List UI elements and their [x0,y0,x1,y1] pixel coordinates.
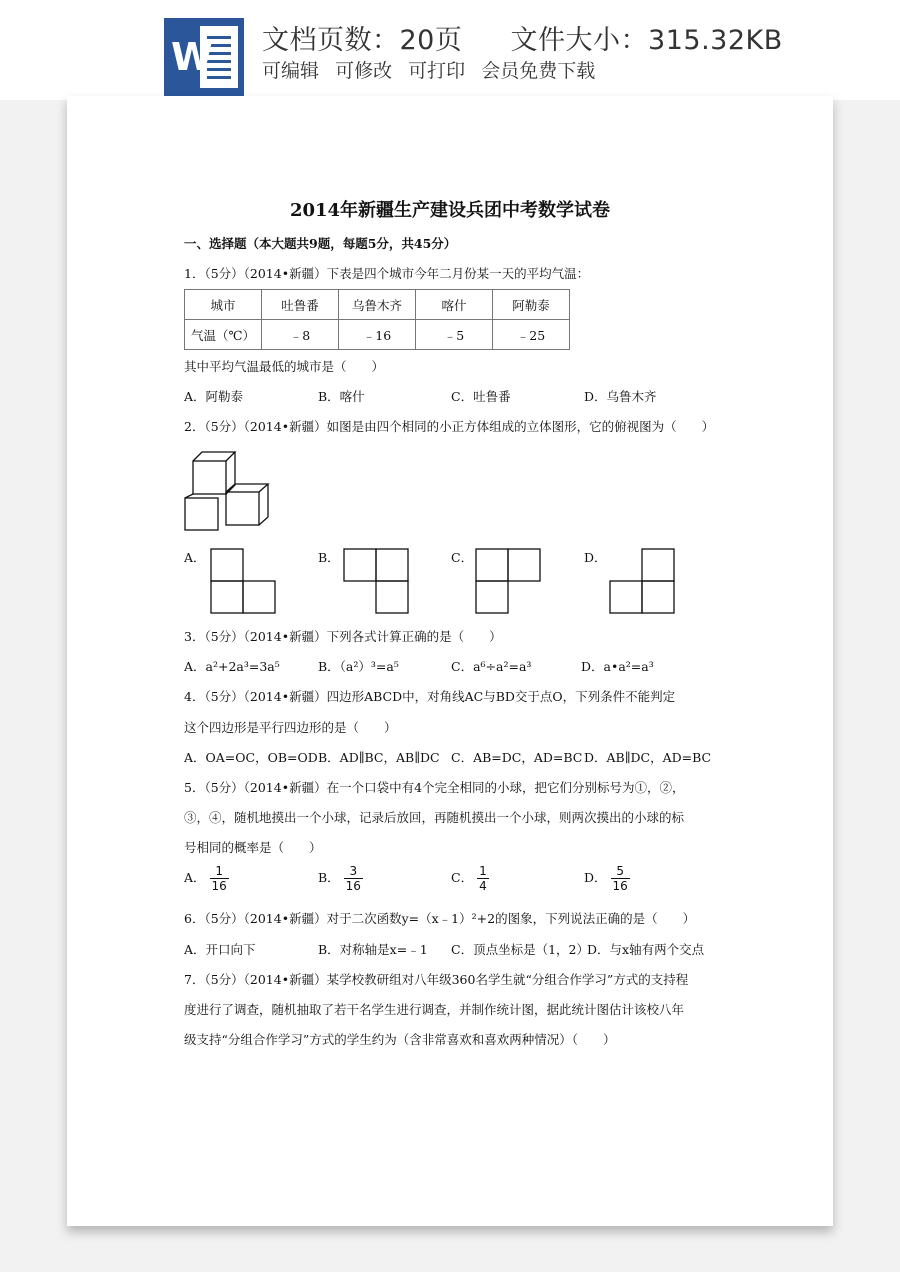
table-cell: 气温（℃） [185,320,262,350]
option-c: C．顶点坐标是（1，2） [451,942,589,957]
option-a: A．OA=OC，OB=OD [184,750,318,765]
question-4-stem-cont: 这个四边形是平行四边形的是（ ） [184,720,397,735]
option-a [184,864,229,893]
table-row [185,320,570,350]
feature-item: 可打印 [408,60,466,82]
fraction [210,864,229,893]
cube-figure [184,448,274,538]
document-page [67,96,833,1226]
option-b: B．对称轴是x=﹣1 [318,942,428,957]
option-b-label: B． [318,550,340,565]
numerator: 1 [210,864,229,879]
temperature-table [184,289,570,350]
file-info [262,18,783,57]
table-cell: 城市 [185,290,262,320]
denominator: 16 [211,879,227,893]
option-label: C． [451,870,474,885]
option-a: A．开口向下 [184,942,256,957]
option-d-figure [609,548,675,614]
option-a: A．阿勒泰 [184,389,244,404]
option-c: C．吐鲁番 [451,389,511,404]
word-letter: W [171,35,213,79]
denominator: 4 [479,879,487,893]
option-b: B．AD∥BC，AB∥DC [318,750,440,765]
question-3-stem: 3．（5分）（2014•新疆）下列各式计算正确的是（ ） [184,629,502,644]
option-d: D．a•a²=a³ [581,659,654,674]
option-d: D．乌鲁木齐 [584,389,657,404]
question-4-stem: 4．（5分）（2014•新疆）四边形ABCD中，对角线AC与BD交于点O，下列条件不能判定 [184,689,676,704]
question-1-stem: 1．（5分）（2014•新疆）下表是四个城市今年二月份某一天的平均气温： [184,266,590,281]
word-doc-icon [164,18,244,96]
question-5-stem-end: 号相同的概率是（ ） [184,840,322,855]
option-d-label: D． [584,550,607,565]
numerator: 1 [479,864,487,878]
option-a: A．a²+2a³=3a⁵ [184,659,280,674]
numerator: 5 [611,864,630,879]
table-cell: 喀什 [416,290,493,320]
option-a-figure [210,548,276,614]
option-label: A． [184,870,206,885]
feature-item: 可编辑 [262,60,320,82]
option-d: D．AB∥DC，AD=BC [584,750,712,765]
fraction [344,864,363,893]
table-cell: ﹣16 [339,320,416,350]
table-cell: 乌鲁木齐 [339,290,416,320]
numerator: 3 [344,864,363,879]
file-size: 文件大小：315.32KB [510,25,783,56]
option-b [318,864,363,893]
question-5-stem: 5．（5分）（2014•新疆）在一个口袋中有4个完全相同的小球，把它们分别标号为①，②， [184,780,685,795]
question-5-stem-cont: ③，④，随机地摸出一个小球，记录后放回，再随机摸出一个小球，则两次摸出的小球的标 [184,810,685,825]
feature-list [262,56,605,83]
question-2-stem: 2．（5分）（2014•新疆）如图是由四个相同的小正方体组成的立体图形，它的俯视图为（ ） [184,419,715,434]
section-heading: 一、选择题（本大题共9题，每题5分，共45分） [184,236,457,251]
option-b: B．（a²）³=a⁵ [318,659,399,674]
option-a-label: A． [184,550,206,565]
option-c [451,864,489,893]
question-7-stem-end: 级支持“分组合作学习”方式的学生约为（含非常喜欢和喜欢两种情况）（ ） [184,1032,616,1047]
page-count: 文档页数：20页 [262,25,463,56]
option-label: B． [318,870,340,885]
question-1-prompt: 其中平均气温最低的城市是（ ） [184,359,385,374]
feature-item: 会员免费下载 [481,60,596,82]
table-row [185,290,570,320]
question-7-stem: 7．（5分）（2014•新疆）某学校教研组对八年级360名学生就“分组合作学习”方式的支持程 [184,972,689,987]
option-c-label: C． [451,550,474,565]
table-cell: 阿勒泰 [493,290,570,320]
option-label: D． [584,870,607,885]
option-c: C．a⁶÷a²=a³ [451,659,532,674]
option-b: B．喀什 [318,389,365,404]
question-7-stem-cont: 度进行了调查，随机抽取了若干名学生进行调查，并制作统计图，据此统计图估计该校八年 [184,1002,685,1017]
option-c: C．AB=DC，AD=BC [451,750,583,765]
fraction [477,864,489,893]
option-d [584,864,630,893]
feature-item: 可修改 [335,60,393,82]
option-b-figure [343,548,409,614]
table-cell: 吐鲁番 [262,290,339,320]
question-6-stem: 6．（5分）（2014•新疆）对于二次函数y=（x﹣1）²+2的图象，下列说法正确的是（ ） [184,911,696,926]
table-cell: ﹣25 [493,320,570,350]
fraction [611,864,630,893]
exam-title: 2014年新疆生产建设兵团中考数学试卷 [289,200,611,221]
option-d: D．与x轴有两个交点 [587,942,705,957]
denominator: 16 [345,879,361,893]
table-cell: ﹣5 [416,320,493,350]
table-cell: ﹣8 [262,320,339,350]
option-c-figure [475,548,541,614]
denominator: 16 [612,879,628,893]
download-header [0,0,900,100]
